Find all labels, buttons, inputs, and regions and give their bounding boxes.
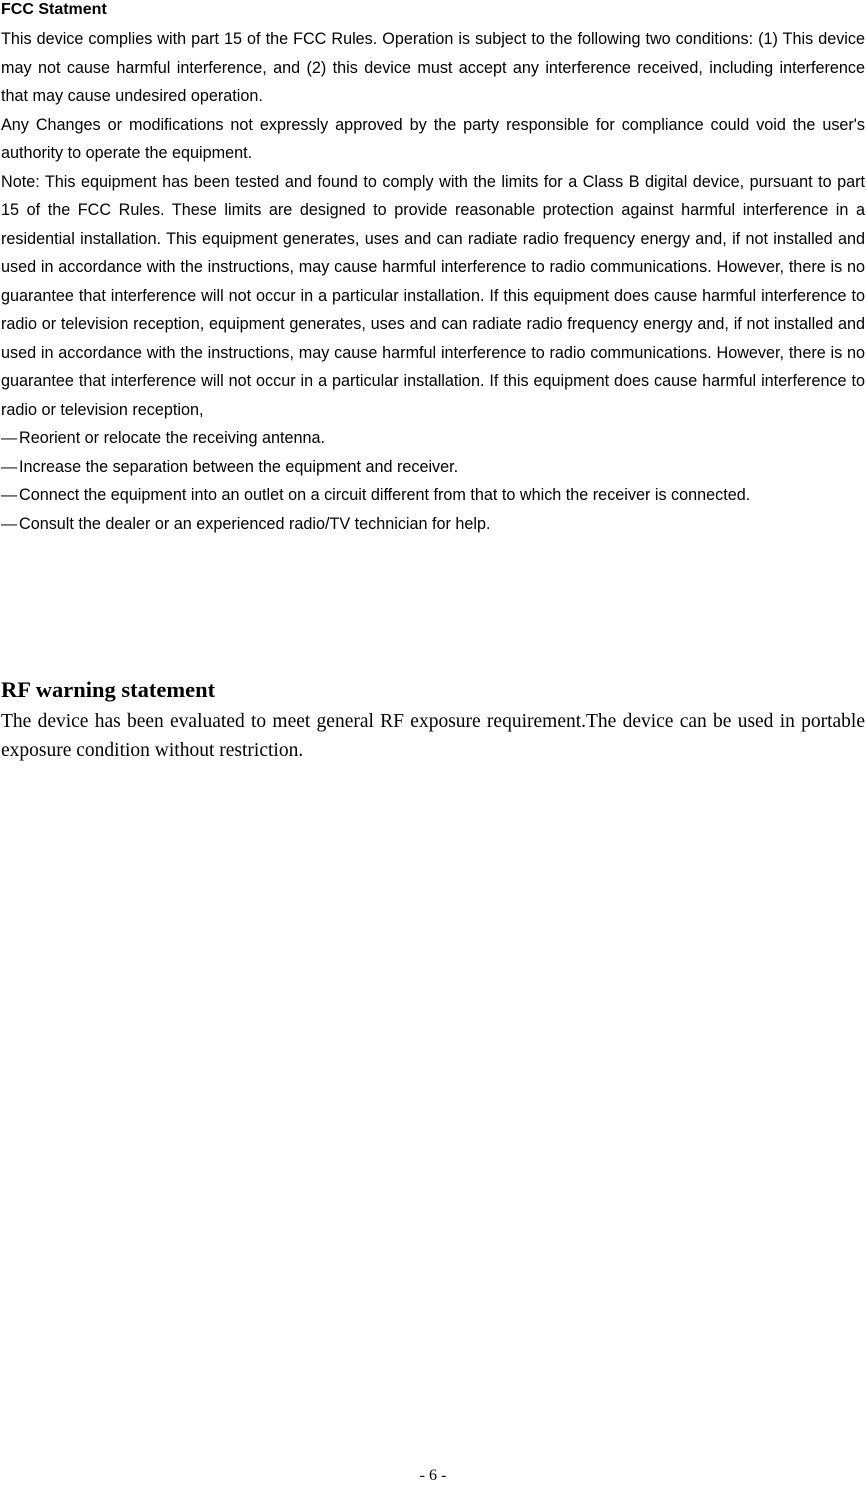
page-number: - 6 -	[419, 1467, 447, 1484]
fcc-compliance-paragraph: This device complies with part 15 of the FCC Rules. Operation is subject to the following two conditions: (1) This device may not cause harmful interference, and (2) this device must accept any interference received, including interference that may cause undesired operation.	[1, 30, 865, 105]
rf-warning-title: RF warning statement	[1, 677, 216, 702]
dash-marker: —	[1, 457, 18, 476]
fcc-bullet-text: Increase the separation between the equipment and receiver.	[19, 457, 459, 476]
fcc-bullet-text: Consult the dealer or an experienced radio/TV technician for help.	[19, 514, 491, 533]
rf-warning-body: The device has been evaluated to meet general RF exposure requirement.The device can be used in portable exposure condition without restriction.	[1, 711, 865, 761]
fcc-bullet-text: Reorient or relocate the receiving antenna.	[19, 429, 325, 447]
fcc-note-paragraph: Note: This equipment has been tested and found to comply with the limits for a Class B digital device, pursuant to part 15 of the FCC Rules. These limits are designed to provide reasonable protection against harmful interference in a residential installation. This equipment generates, uses and can radiate radio frequency energy and, if not installed and used in accordance with the instructions, may cause harmful interference to radio communications. However, there is no guarantee that interference will not occur in a particular installation. If this equipment does cause harmful interference to radio or television reception, equipment generates, uses and can radiate radio frequency energy and, if not installed and used in accordance with the instructions, may cause harmful interference to radio communications. However, there is no guarantee that interference will not occur in a particular installation. If this equipment does cause harmful interference to radio or television reception,	[1, 172, 865, 419]
fcc-statement-section	[1, 0, 865, 538]
fcc-bullet-item	[1, 424, 865, 453]
dash-marker: —	[1, 429, 18, 447]
fcc-bullet-item	[1, 510, 865, 539]
fcc-statement-title: FCC Statment	[1, 1, 107, 18]
rf-warning-section	[1, 675, 865, 765]
dash-marker: —	[1, 486, 18, 504]
fcc-bullet-item	[1, 453, 865, 482]
dash-marker: —	[1, 514, 18, 533]
fcc-bullet-text: Connect the equipment into an outlet on a circuit different from that to which the receiver is connected.	[19, 486, 751, 504]
fcc-bullet-item	[1, 481, 865, 510]
fcc-modifications-paragraph: Any Changes or modifications not expressly approved by the party responsible for compliance could void the user's authority to operate the equipment.	[1, 115, 865, 162]
